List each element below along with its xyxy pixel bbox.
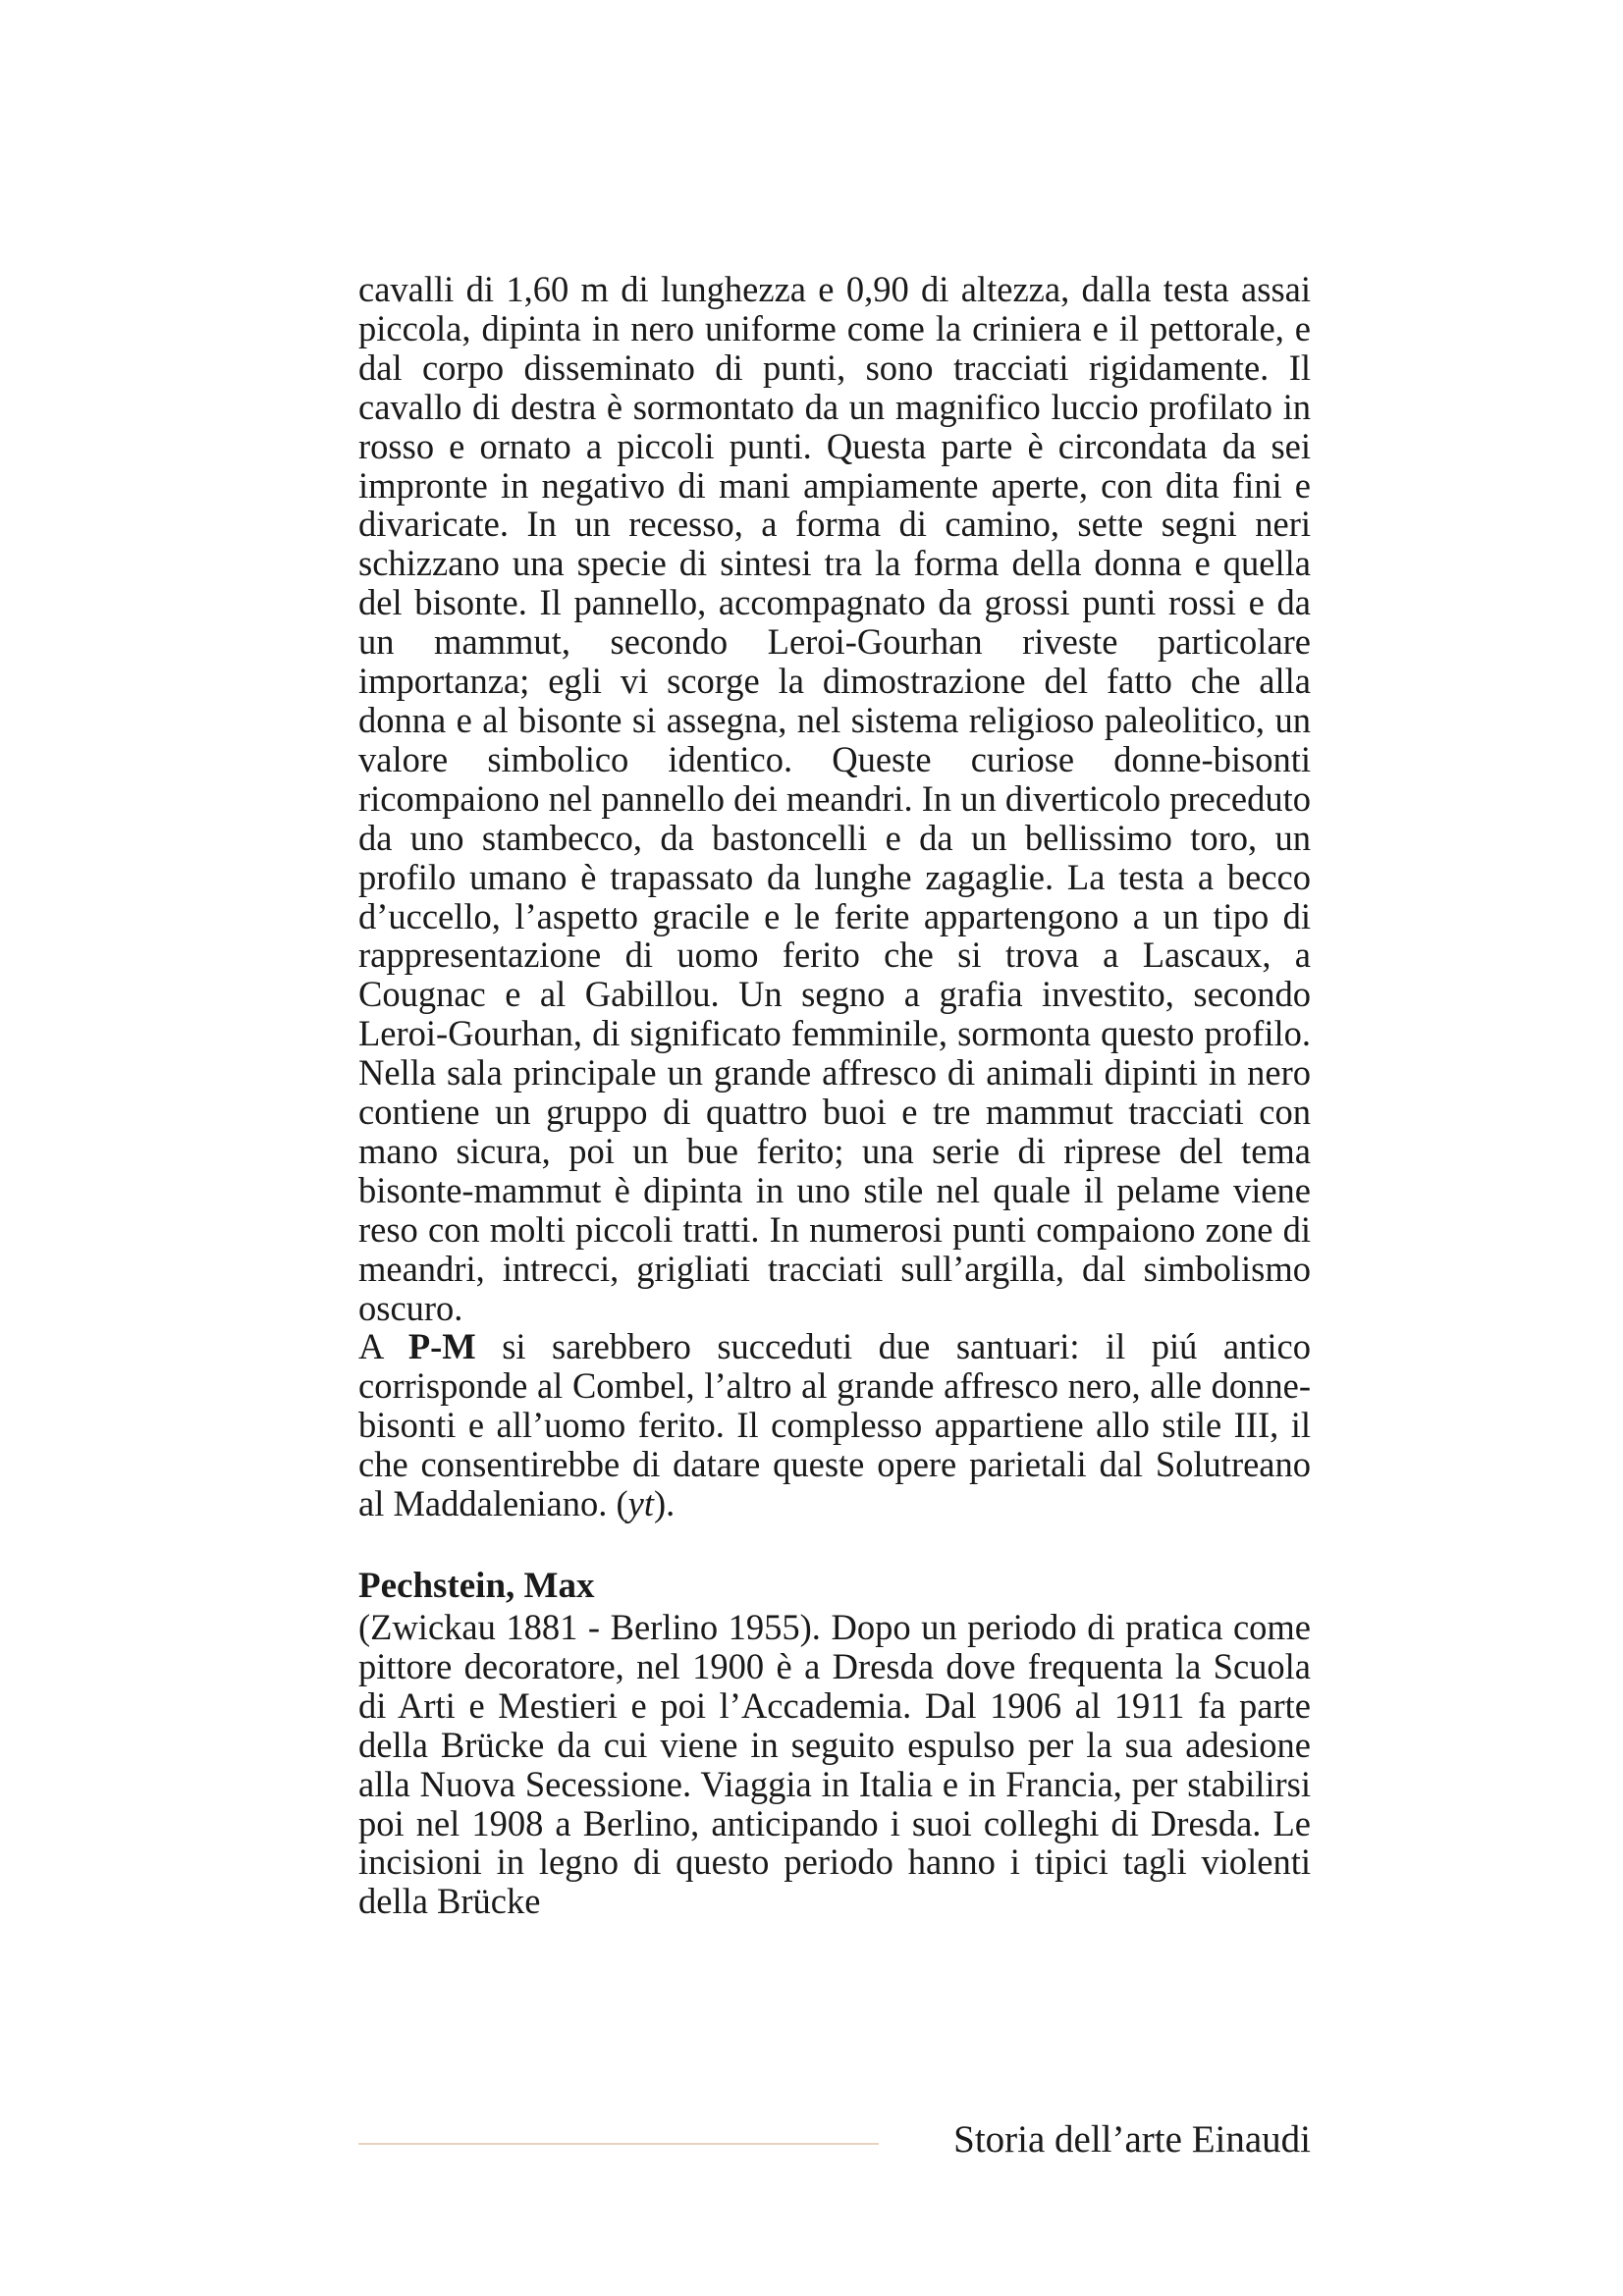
- footer-rule: [358, 2143, 879, 2145]
- entry-title: Pechstein, Max: [358, 1566, 595, 1606]
- text-column: [358, 270, 1311, 1921]
- body-paragraph: cavalli di 1,60 m di lunghezza e 0,90 di altezza, dalla testa assai piccola, dipinta in nero uniforme come la criniera e il pettorale, e dal corpo disseminato di punti, sono tracciati rigidamente. Il cavallo di destra è sormontato da un magnifico luccio profilato in rosso e ornato a piccoli punti. Questa parte è circondata da sei impronte in negativo di mani ampiamente aperte, con dita fini e divaricate. In un recesso, a forma di camino, sette segni neri schizzano una specie di sintesi tra la forma della donna e quella del bisonte. Il pannello, accompagnato da grossi punti rossi e da un mammut, secondo Leroi-Gourhan riveste particolare importanza; egli vi scorge la dimostrazione del fatto che alla donna e al bisonte si assegna, nel sistema religioso paleolitico, un valore simbolico identico. Queste curiose donne-bisonti ricompaiono nel pannello dei meandri. In un diverticolo preceduto da uno stambecco, da bastoncelli e da un bellissimo toro, un profilo umano è trapassato da lunghe zagaglie. La testa a becco d’uccello, l’aspetto gracile e le ferite appartengono a un tipo di rappresentazione di uomo ferito che si trova a Lascaux, a Cougnac e al Gabillou. Un segno a grafia investito, secondo Leroi-Gourhan, di significato femminile, sormonta questo profilo. Nella sala principale un grande affresco di animali dipinti in nero contiene un gruppo di quattro buoi e tre mammut tracciati con mano sicura, poi un bue ferito; una serie di riprese del tema bisonte-mammut è dipinta in uno stile nel quale il pelame viene reso con molti piccoli tratti. In numerosi punti compaiono zone di meandri, intrecci, grigliati tracciati sull’argilla, dal simbolismo oscuro.: [358, 269, 1311, 1328]
- pm-text: si sarebbero succeduti due santuari: il piú antico corrisponde al Combel, l’altro al grande affresco nero, alle donne-bisonti e all’uomo ferito. Il complesso appartiene allo stile III, il che consentirebbe di datare queste opere parietali dal Solutreano al Maddaleniano. (: [358, 1326, 1311, 1524]
- pm-abbreviation: P-M: [407, 1326, 476, 1367]
- body-paragraph-pm: [358, 1327, 1311, 1523]
- pm-suffix: ).: [654, 1483, 676, 1524]
- pm-prefix: A: [358, 1326, 383, 1367]
- entry-paragraph: (Zwickau 1881 - Berlino 1955). Dopo un periodo di pratica come pittore decoratore, nel 1900 è a Dresda dove frequenta la Scuola di Arti e Mestieri e poi l’Accademia. Dal 1906 al 1911 fa parte della Brücke da cui viene in seguito espulso per la sua adesione alla Nuova Secessione. Viaggia in Italia e in Francia, per stabilirsi poi nel 1908 a Berlino, anticipando i suoi colleghi di Dresda. Le incisioni in legno di questo periodo hanno i tipici tagli violenti della Brücke: [358, 1607, 1311, 1922]
- footer-title: Storia dell’arte Einaudi: [953, 2118, 1311, 2161]
- page-footer: [358, 2110, 1311, 2169]
- author-initials: yt: [627, 1483, 655, 1524]
